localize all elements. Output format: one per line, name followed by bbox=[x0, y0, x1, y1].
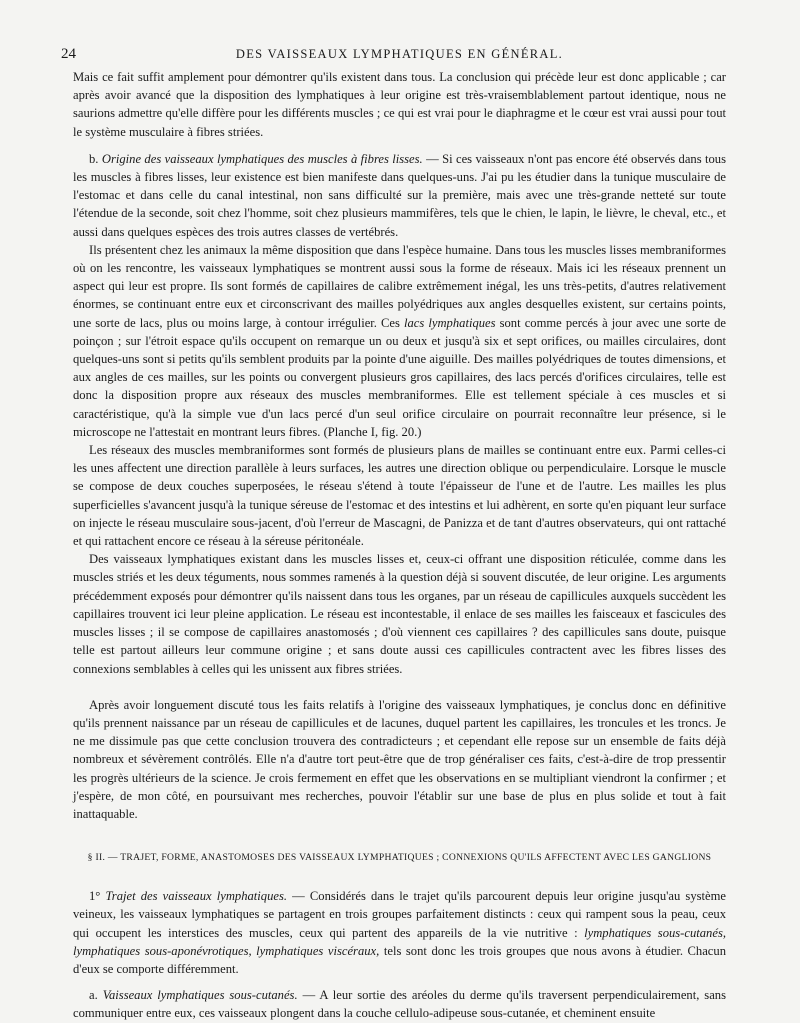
subsection-label: a. bbox=[89, 988, 98, 1003]
paragraph-text: — Considérés dans le trajet qu'ils parcourent depuis leur origine jusqu'au système veineux, les vaisseaux lymphatiques se partagent en trois groupes parfaitement distincts : ceux qui rampent sous la peau, ceux qui occupent les interstices des muscles, ceux qui partent des appareils de la vie nutritive : bbox=[73, 889, 727, 940]
subsection-label: 1° bbox=[89, 889, 101, 904]
paragraph-heading: Origine des vaisseaux lymphatiques des muscles à fibres lisses. bbox=[101, 151, 423, 166]
running-title: DES VAISSEAUX LYMPHATIQUES EN GÉNÉRAL. bbox=[235, 47, 564, 61]
paragraph-reseaux bbox=[73, 241, 726, 441]
section-heading bbox=[73, 851, 726, 865]
paragraph-conclusion: Après avoir longuement discuté tous les faits relatifs à l'origine des vaisseaux lymphatiques, je conclus donc en définitive qu'ils prennent naissance par un réseau de capillicules et de lacunes, duquel partent les capillaires, les troncules et les troncs. Je ne me dissimule pas que cette conclusion trouvera des contradicteurs ; et cependant elle repose sur un ensemble de faits déjà nombreux et sévèrement contrôlés. Elle n'a d'autre tort peut-être que de trop généraliser ces faits, c'est-à-dire de trop pressentir les progrès ultérieurs de la science. Je crois fermement en effet que les observations en se multipliant viendront la confirmer ; et j'espère, de mon côté, en poursuivant mes recherches, pouvoir l'établir sur une base de plus en plus solide et tout à fait inattaquable. bbox=[73, 697, 726, 821]
emphasis-term: lacs lymphatiques bbox=[404, 315, 496, 330]
paragraph-text: sont comme percés à jour avec une sorte de poinçon ; sur l'étroit espace qu'ils occupent on remarque un ou deux et jusqu'à six et sept orifices, ou mailles circulaires, dont quelques-uns sont si petits qu'ils semblent produits par la pointe d'une aiguille. Des mailles polyédriques de toutes dimensions, et aux angles de ces mailles, sur les points ou convergent plusieurs gros capillaires, des lacs percés d'orifices circulaires, telle est donc la disposition propre aux réseaux des muscles membraniformes. Elle est tellement spéciale à ces muscles et si caractéristique, qu'à la simple vue d'un lacs percé d'un seul orifice circulaire on pourrait reconnaître leur présence, si le microscope ne l'attestait en montrant leurs fibres. (Planche I, fig. 20.) bbox=[73, 315, 726, 439]
subsection-heading: Trajet des vaisseaux lymphatiques. bbox=[105, 889, 288, 904]
paragraph-fibres-lisses bbox=[73, 150, 726, 241]
paragraph: Mais ce fait suffit amplement pour démontrer qu'ils existent dans tous. La conclusion qui précède leur est donc applicable ; car après avoir avancé que la disposition des lymphatiques à leur origine est très-vraisemblablement partout identique, nous ne saurions admettre qu'elle diffère pour les différents muscles ; ce qui est vrai pour le diaphragme et le cœur est vrai aussi pour tout le système musculaire à fibres striées. bbox=[73, 70, 726, 139]
paragraph-plans-mailles: Les réseaux des muscles membraniformes sont formés de plusieurs plans de mailles se continuant entre eux. Parmi celles-ci les unes affectent une direction parallèle à leurs surfaces, les autres une direction oblique ou perpendiculaire. Lorsque le muscle se compose de deux couches superposées, le réseau s'étend à toute l'épaisseur de l'une et de l'autre. Les mailles les plus superficielles s'avancent jusqu'à la tunique séreuse de l'estomac et des intestins et lui adhèrent, en sorte qu'en piquant leur surface on injecte le réseau musculaire sous-jacent, d'où l'erreur de Mascagni, de Panizza et de tant d'autres observateurs, qui ont rattaché et qui rattachent encore ce réseau à la séreuse péritonéale. bbox=[73, 443, 726, 549]
subsection-trajet bbox=[73, 887, 726, 978]
paragraph-text: — A leur sortie des aréoles du derme qu'ils traversent perpendiculairement, sans communiquer entre eux, ces vaisseaux plongent dans la couche cellulo-adipeuse sous-cutanée, et cheminent ensuite bbox=[73, 988, 726, 1021]
paragraph-label: b. bbox=[89, 151, 99, 166]
subsection-sous-cutanes bbox=[73, 986, 726, 1022]
subsection-heading: Vaisseaux lymphatiques sous-cutanés. bbox=[102, 988, 298, 1003]
paragraph-origine-question: Des vaisseaux lymphatiques existant dans les muscles lisses et, ceux-ci offrant une disposition réticulée, comme dans les muscles striés et les deux téguments, nous sommes ramenés à la question déjà si souvent discutée, de leur origine. Les arguments précédemment exposés pour démontrer qu'ils naissent dans tous les organes, par un réseau de capillicules auxquels succèdent les capillaires trouvent ici leur pleine application. Le réseau est incontestable, il enlace de ses mailles les faisceaux et fascicules des muscles lisses ; il se compose de capillaires anastomosés ; d'où viennent ces capillaires ? des capillicules sans doute, puisque telle est partout ailleurs leur commune origine ; et sans doute aussi ces capillicules contractent avec les fibres lisses des connexions semblables à celles qui les unissent aux fibres striées. bbox=[73, 552, 726, 676]
paragraph-text: — Si ces vaisseaux n'ont pas encore été observés dans tous les muscles à fibres lisses, leur existence est bien manifeste dans quelques-uns. J'ai pu les étudier dans la tunique musculaire de l'estomac et dans celle du canal intestinal, non sans difficulté sur la première, mais avec une très-grande netteté sur toute l'étendue de la seconde, soit chez l'homme, soit chez plusieurs mammifères, tels que le chien, le lapin, le lièvre, le cheval, etc., et aussi dans quelques espèces des trois autres classes de vertébrés. bbox=[73, 151, 726, 239]
page-header bbox=[61, 46, 726, 68]
paragraph-text: Ils présentent chez les animaux la même disposition que dans l'espèce humaine. Dans tous les muscles lisses membraniformes où on les rencontre, les vaisseaux lymphatiques se montrent aussi sous la forme de réseaux. Mais ici les réseaux prennent un aspect qui leur est propre. Ils sont formés de capillaires de calibre extrêmement inégal, les uns très-petits, d'autres relativement énormes, se continuant entre eux et circonscrivant des mailles polyédriques aux angles desquelles existent, sur certains points, une sorte de lacs, plus ou moins large, à contour irrégulier. Ces bbox=[73, 242, 726, 330]
paragraph-text: tels sont donc les trois groupes que nous avons à étudier. Chacun d'eux se comporte différemment. bbox=[73, 943, 726, 976]
emphasis-terms: lymphatiques sous-cutanés, lymphatiques sous-aponévrotiques, lymphatiques viscéraux, bbox=[73, 925, 726, 958]
section-number: § II. bbox=[87, 852, 106, 864]
page-body bbox=[73, 68, 726, 1023]
section-title-text: — TRAJET, FORME, ANASTOMOSES DES VAISSEAUX LYMPHATIQUES ; CONNEXIONS QU'ILS AFFECTENT AVEC LES GANGLIONS bbox=[105, 852, 712, 864]
page-number: 24 bbox=[61, 46, 76, 62]
